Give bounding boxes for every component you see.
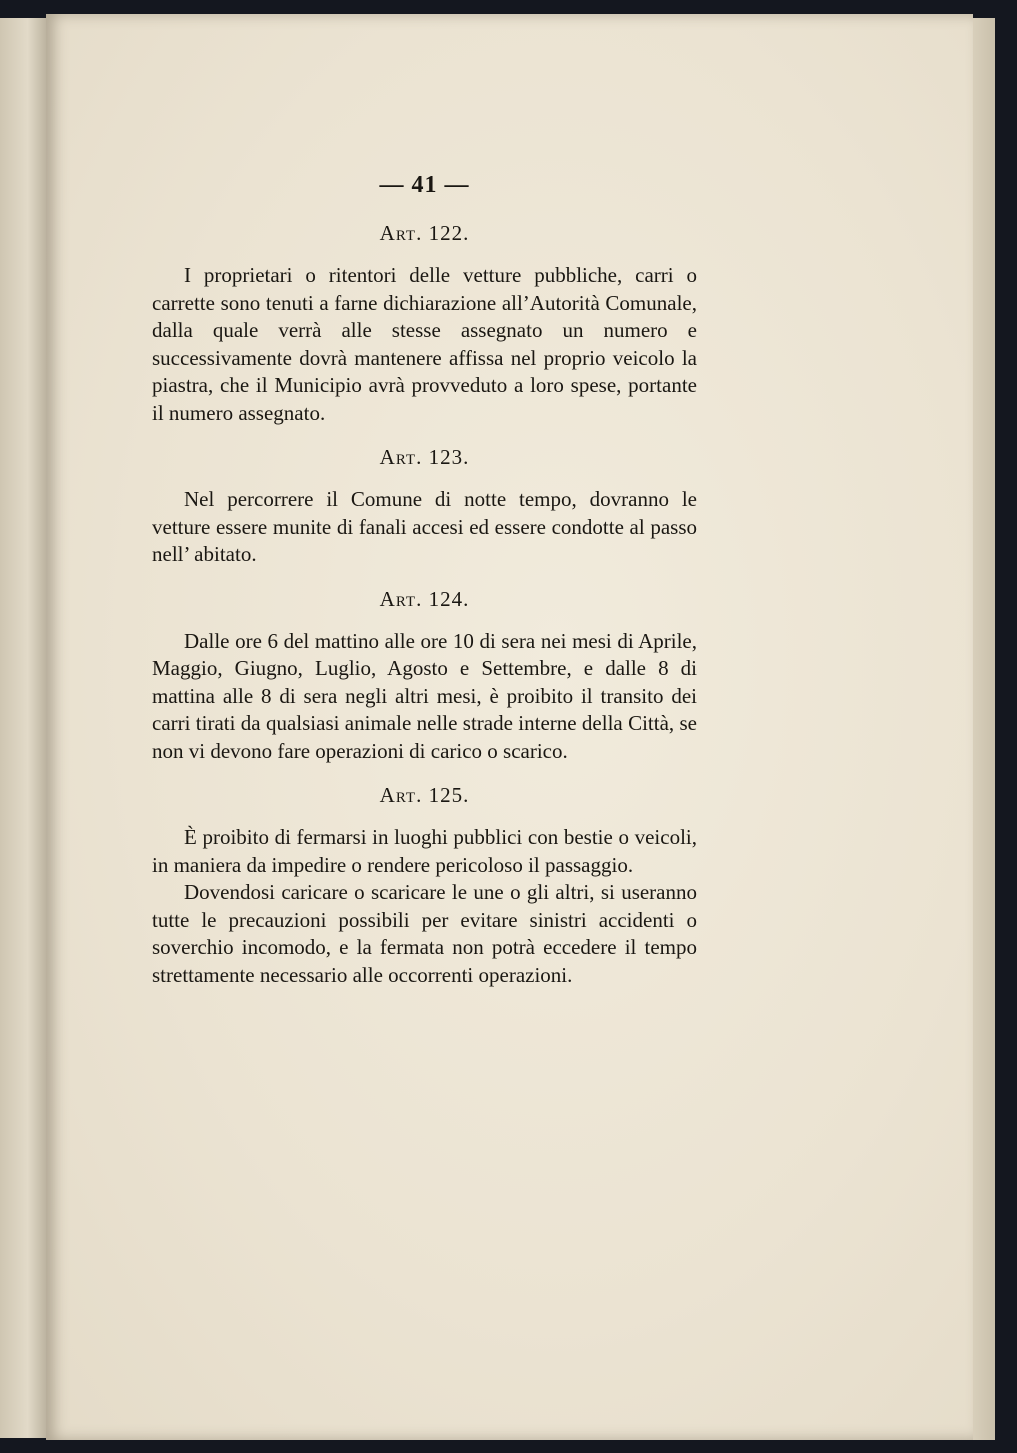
article-122 <box>152 221 697 427</box>
article-125 <box>152 783 697 989</box>
page-text <box>152 160 697 1007</box>
article-title: Art. 123. <box>379 445 470 469</box>
article-paragraph: Dovendosi caricare o scaricare le une o gli altri, si useranno tutte le precauzioni possibili per evitare sinistri accidenti o soverchio incomodo, e la fermata non potrà eccedere il tempo strettamente necessario alle occorrenti operazioni. <box>152 880 697 987</box>
article-paragraph: I proprietari o ritentori delle vetture pubbliche, carri o carrette sono tenuti a farne dichiarazione all’Autorità Comunale, dalla quale verrà alle stesse assegnato un numero e successivamente dovrà mantenere affissa nel proprio veicolo la piastra, che il Municipio avrà provveduto a loro spese, portante il numero assegnato. <box>152 263 697 425</box>
article-title: Art. 122. <box>379 221 470 245</box>
page-number: — 41 — <box>379 172 470 198</box>
article-123 <box>152 445 697 569</box>
article-title: Art. 124. <box>379 586 470 611</box>
article-title: Art. 125. <box>379 783 470 807</box>
article-paragraph: Dalle ore 6 del mattino alle ore 10 di sera nei mesi di Aprile, Maggio, Giugno, Luglio, Agosto e Settembre, e dalle 8 di mattina alle 8 di sera negli altri mesi, è proibito il transito dei carri tirati da qualsiasi animale nelle strade interne della Città, se non vi devono fare operazioni di carico o scarico. <box>152 628 697 763</box>
article-paragraph: Nel percorrere il Comune di notte tempo, dovranno le vetture essere munite di fanali accesi ed essere condotte al passo nell’ abitato. <box>152 487 697 566</box>
left-page-edge <box>0 18 46 1438</box>
right-page-edge <box>973 18 995 1440</box>
article-124 <box>152 587 697 766</box>
article-paragraph: È proibito di fermarsi in luoghi pubblici con bestie o veicoli, in maniera da impedire o rendere pericoloso il passaggio. <box>152 825 697 877</box>
